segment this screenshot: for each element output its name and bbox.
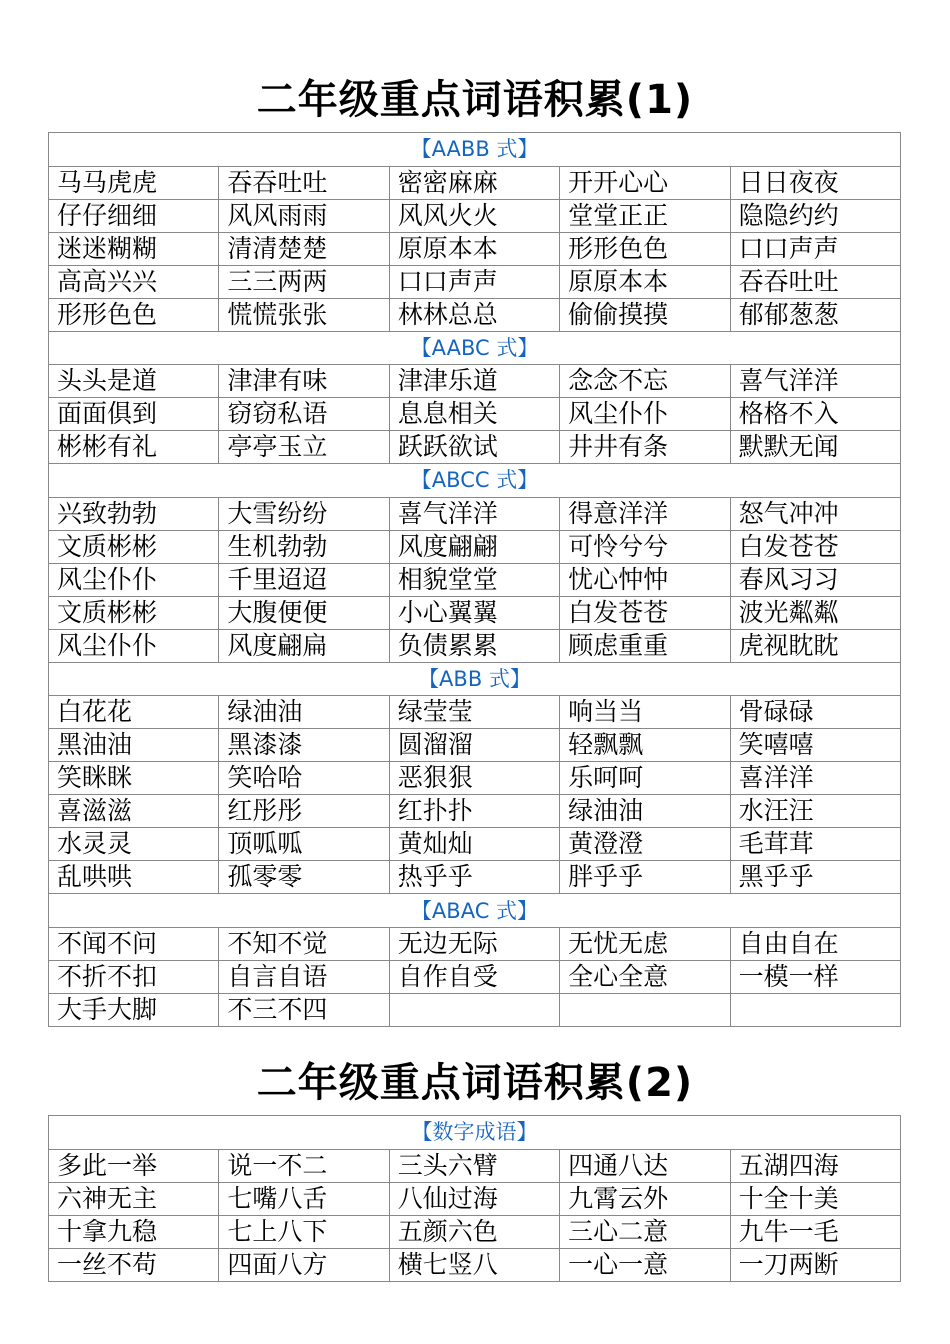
word-cell: 三三两两	[219, 265, 389, 298]
word-cell: 喜气洋洋	[389, 497, 559, 530]
word-cell: 隐隐约约	[730, 199, 900, 232]
word-cell: 顶呱呱	[219, 828, 389, 861]
word-cell: 忧心忡忡	[560, 563, 730, 596]
table-row	[49, 1182, 901, 1215]
group-header: 【ABB 式】	[49, 662, 901, 696]
table-row	[49, 1248, 901, 1281]
word-cell: 一心一意	[560, 1248, 730, 1281]
table-row	[49, 1215, 901, 1248]
table-row	[49, 596, 901, 629]
page-title-2: 二年级重点词语积累(2)	[256, 1060, 694, 1106]
word-cell: 不折不扣	[49, 960, 219, 993]
word-cell: 千里迢迢	[219, 563, 389, 596]
group-header: 【数字成语】	[49, 1116, 901, 1150]
word-cell: 风风雨雨	[219, 199, 389, 232]
word-cell: 四面八方	[219, 1248, 389, 1281]
word-cell: 自由自在	[730, 927, 900, 960]
word-cell: 九牛一毛	[730, 1215, 900, 1248]
table-row	[49, 960, 901, 993]
word-cell: 面面俱到	[49, 398, 219, 431]
word-cell: 风尘仆仆	[560, 398, 730, 431]
word-cell: 笑眯眯	[49, 762, 219, 795]
word-cell: 念念不忘	[560, 365, 730, 398]
word-cell: 毛茸茸	[730, 828, 900, 861]
word-cell: 可怜兮兮	[560, 530, 730, 563]
word-cell: 自言自语	[219, 960, 389, 993]
word-cell: 八仙过海	[389, 1182, 559, 1215]
word-cell: 密密麻麻	[389, 166, 559, 199]
word-cell: 无边无际	[389, 927, 559, 960]
word-cell: 红扑扑	[389, 795, 559, 828]
word-cell: 喜洋洋	[730, 762, 900, 795]
word-cell: 胖乎乎	[560, 861, 730, 894]
word-cell: 黑乎乎	[730, 861, 900, 894]
table-row	[49, 166, 901, 199]
word-cell: 顾虑重重	[560, 629, 730, 662]
word-cell: 黄灿灿	[389, 828, 559, 861]
word-cell	[389, 993, 559, 1026]
word-cell: 文质彬彬	[49, 596, 219, 629]
word-cell: 慌慌张张	[219, 298, 389, 331]
word-cell: 骨碌碌	[730, 696, 900, 729]
word-cell: 井井有条	[560, 431, 730, 464]
word-cell: 不三不四	[219, 993, 389, 1026]
word-cell: 亭亭玉立	[219, 431, 389, 464]
word-cell: 仔仔细细	[49, 199, 219, 232]
word-cell: 乐呵呵	[560, 762, 730, 795]
word-cell: 十全十美	[730, 1182, 900, 1215]
table-row	[49, 762, 901, 795]
word-cell: 轻飘飘	[560, 729, 730, 762]
group-header-row	[49, 133, 901, 167]
word-cell: 十拿九稳	[49, 1215, 219, 1248]
word-cell: 不知不觉	[219, 927, 389, 960]
word-cell: 迷迷糊糊	[49, 232, 219, 265]
word-cell: 郁郁葱葱	[730, 298, 900, 331]
word-cell: 一模一样	[730, 960, 900, 993]
word-cell: 三头六臂	[389, 1149, 559, 1182]
table-row	[49, 696, 901, 729]
word-cell: 虎视眈眈	[730, 629, 900, 662]
word-cell: 热乎乎	[389, 861, 559, 894]
word-cell: 喜气洋洋	[730, 365, 900, 398]
word-cell: 息息相关	[389, 398, 559, 431]
word-cell: 形形色色	[49, 298, 219, 331]
word-cell: 日日夜夜	[730, 166, 900, 199]
word-cell: 圆溜溜	[389, 729, 559, 762]
word-cell: 风尘仆仆	[49, 563, 219, 596]
table-row	[49, 232, 901, 265]
word-cell: 黑油油	[49, 729, 219, 762]
word-table-2	[48, 1115, 901, 1282]
table-row	[49, 497, 901, 530]
page-title-1: 二年级重点词语积累(1)	[256, 77, 694, 123]
group-header-row	[49, 894, 901, 928]
word-cell: 津津有味	[219, 365, 389, 398]
word-cell: 自作自受	[389, 960, 559, 993]
word-cell: 响当当	[560, 696, 730, 729]
word-cell: 五湖四海	[730, 1149, 900, 1182]
table-row	[49, 398, 901, 431]
word-cell: 五颜六色	[389, 1215, 559, 1248]
word-cell	[560, 993, 730, 1026]
table-row	[49, 729, 901, 762]
word-cell: 格格不入	[730, 398, 900, 431]
word-cell: 笑嘻嘻	[730, 729, 900, 762]
word-cell: 兴致勃勃	[49, 497, 219, 530]
table-row	[49, 265, 901, 298]
group-header-row	[49, 464, 901, 498]
word-cell: 文质彬彬	[49, 530, 219, 563]
word-cell: 多此一举	[49, 1149, 219, 1182]
word-cell: 四通八达	[560, 1149, 730, 1182]
word-cell: 乱哄哄	[49, 861, 219, 894]
word-cell: 无忧无虑	[560, 927, 730, 960]
word-cell: 不闻不问	[49, 927, 219, 960]
word-cell: 形形色色	[560, 232, 730, 265]
word-cell: 风风火火	[389, 199, 559, 232]
word-table-1	[48, 132, 901, 1027]
group-header: 【ABCC 式】	[49, 464, 901, 498]
word-cell: 大手大脚	[49, 993, 219, 1026]
word-cell: 生机勃勃	[219, 530, 389, 563]
word-cell: 原原本本	[560, 265, 730, 298]
table-row	[49, 1149, 901, 1182]
table-row	[49, 927, 901, 960]
group-header: 【ABAC 式】	[49, 894, 901, 928]
group-header-row	[49, 1116, 901, 1150]
table-row	[49, 530, 901, 563]
word-cell: 窃窃私语	[219, 398, 389, 431]
word-cell: 恶狠狠	[389, 762, 559, 795]
table-row	[49, 298, 901, 331]
word-cell: 跃跃欲试	[389, 431, 559, 464]
word-cell: 绿油油	[560, 795, 730, 828]
word-cell: 笑哈哈	[219, 762, 389, 795]
word-cell: 绿油油	[219, 696, 389, 729]
word-cell: 喜滋滋	[49, 795, 219, 828]
word-cell: 一刀两断	[730, 1248, 900, 1281]
table-row	[49, 861, 901, 894]
word-cell: 原原本本	[389, 232, 559, 265]
table-row	[49, 431, 901, 464]
table-row	[49, 993, 901, 1026]
word-cell: 默默无闻	[730, 431, 900, 464]
table-row	[49, 199, 901, 232]
word-cell: 绿莹莹	[389, 696, 559, 729]
table-row	[49, 795, 901, 828]
word-cell: 小心翼翼	[389, 596, 559, 629]
word-cell: 全心全意	[560, 960, 730, 993]
word-cell: 怒气冲冲	[730, 497, 900, 530]
word-cell: 横七竖八	[389, 1248, 559, 1281]
word-cell: 七嘴八舌	[219, 1182, 389, 1215]
word-cell: 六神无主	[49, 1182, 219, 1215]
word-cell: 水灵灵	[49, 828, 219, 861]
word-cell: 高高兴兴	[49, 265, 219, 298]
word-cell: 黑漆漆	[219, 729, 389, 762]
table-row	[49, 828, 901, 861]
word-cell: 马马虎虎	[49, 166, 219, 199]
word-cell: 一丝不苟	[49, 1248, 219, 1281]
word-cell: 大雪纷纷	[219, 497, 389, 530]
word-cell: 清清楚楚	[219, 232, 389, 265]
word-cell: 彬彬有礼	[49, 431, 219, 464]
word-cell: 水汪汪	[730, 795, 900, 828]
group-header: 【AABB 式】	[49, 133, 901, 167]
word-cell: 吞吞吐吐	[730, 265, 900, 298]
word-cell: 偷偷摸摸	[560, 298, 730, 331]
table-row	[49, 365, 901, 398]
group-header-row	[49, 331, 901, 365]
word-cell: 红彤彤	[219, 795, 389, 828]
word-cell: 相貌堂堂	[389, 563, 559, 596]
word-cell	[730, 993, 900, 1026]
word-cell: 头头是道	[49, 365, 219, 398]
word-cell: 得意洋洋	[560, 497, 730, 530]
word-cell: 风度翩扁	[219, 629, 389, 662]
word-cell: 堂堂正正	[560, 199, 730, 232]
word-cell: 七上八下	[219, 1215, 389, 1248]
word-cell: 白发苍苍	[730, 530, 900, 563]
word-cell: 白花花	[49, 696, 219, 729]
group-header-row	[49, 662, 901, 696]
word-cell: 津津乐道	[389, 365, 559, 398]
group-header: 【AABC 式】	[49, 331, 901, 365]
word-cell: 风尘仆仆	[49, 629, 219, 662]
word-cell: 波光粼粼	[730, 596, 900, 629]
word-cell: 口口声声	[389, 265, 559, 298]
word-cell: 林林总总	[389, 298, 559, 331]
word-cell: 黄澄澄	[560, 828, 730, 861]
word-cell: 吞吞吐吐	[219, 166, 389, 199]
word-cell: 九霄云外	[560, 1182, 730, 1215]
word-cell: 白发苍苍	[560, 596, 730, 629]
word-cell: 口口声声	[730, 232, 900, 265]
word-cell: 负债累累	[389, 629, 559, 662]
word-cell: 大腹便便	[219, 596, 389, 629]
word-cell: 三心二意	[560, 1215, 730, 1248]
word-cell: 孤零零	[219, 861, 389, 894]
word-cell: 风度翩翩	[389, 530, 559, 563]
word-cell: 说一不二	[219, 1149, 389, 1182]
table-row	[49, 563, 901, 596]
word-cell: 春风习习	[730, 563, 900, 596]
table-row	[49, 629, 901, 662]
word-cell: 开开心心	[560, 166, 730, 199]
